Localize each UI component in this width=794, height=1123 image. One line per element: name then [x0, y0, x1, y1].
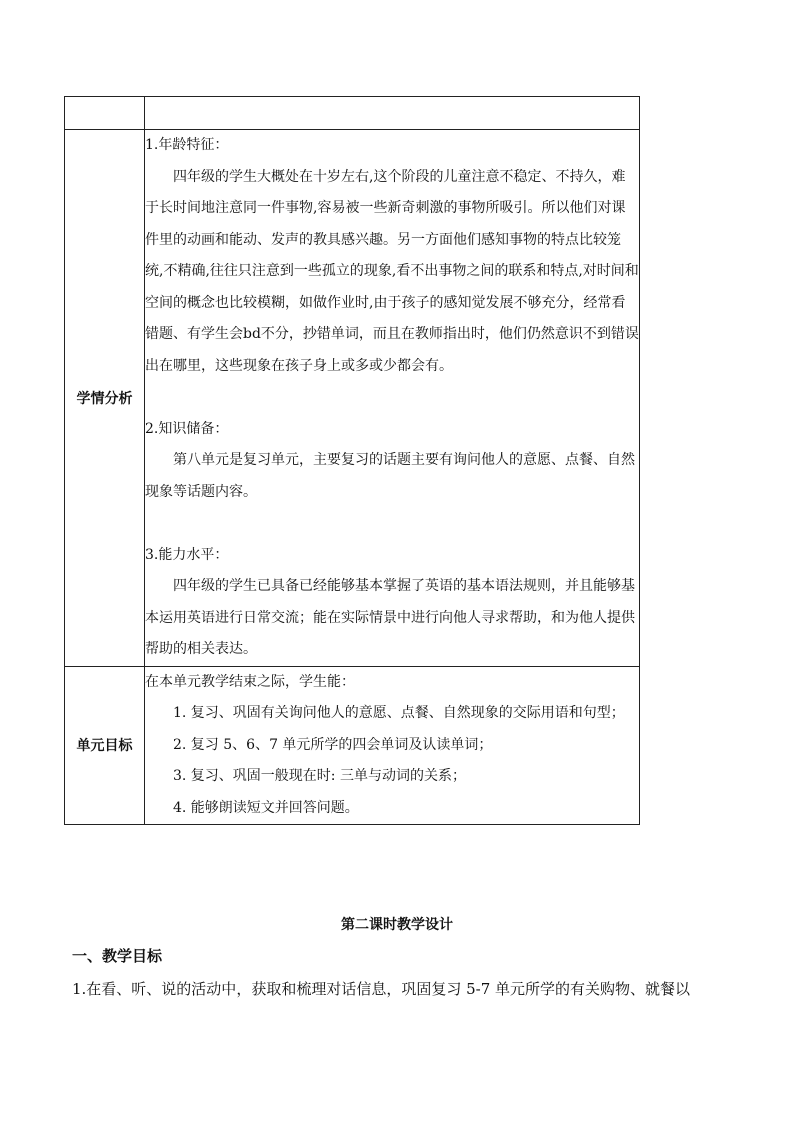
- goals-content: [145, 666, 640, 825]
- age-title: 1.年龄特征：: [145, 137, 229, 153]
- goal-item: 4. 能够朗读短文并回答问题。: [173, 799, 359, 816]
- knowledge-title: 2.知识储备：: [145, 420, 229, 437]
- ability-text: 四年级的学生已具备已经能够基本掌握了英语的基本语法规则，并且能够基本运用英语进行日常交流；能在实际情景中进行向他人寻求帮助，和为他人提供帮助的相关表达。: [145, 578, 635, 657]
- analysis-label: 学情分析: [65, 130, 145, 667]
- goal-item: 1. 复习、巩固有关询问他人的意愿、点餐、自然现象的交际用语和句型；: [173, 705, 625, 721]
- goals-row: [65, 666, 640, 825]
- empty-content-cell: [145, 97, 640, 130]
- analysis-content: [145, 130, 640, 667]
- info-table: [64, 96, 640, 825]
- teaching-goals-heading: 一、教学目标: [72, 947, 163, 965]
- goals-intro: 在本单元教学结束之际，学生能：: [145, 673, 355, 690]
- ability-title: 3.能力水平：: [145, 546, 229, 563]
- analysis-row: [65, 130, 640, 667]
- goal-item: 2. 复习 5、6、7 单元所学的四会单词及认读单词；: [173, 736, 493, 753]
- goals-label: 单元目标: [65, 666, 145, 825]
- table-header-row: [65, 97, 640, 130]
- empty-label-cell: [65, 97, 145, 130]
- goal-item: 3. 复习、巩固一般现在时: 三单与动词的关系；: [173, 768, 466, 784]
- knowledge-text: 第八单元是复习单元，主要复习的话题主要有询问他人的意愿、点餐、自然现象等话题内容。: [145, 452, 635, 500]
- section-title: 第二课时教学设计: [341, 917, 453, 933]
- age-text: 四年级的学生大概处在十岁左右,这个阶段的儿童注意不稳定、不持久，难于长时间地注意同一件事物,容易被一些新奇刺激的事物所吸引。所以他们对课件里的动画和能动、发声的教具感兴趣。另一方面他们感知事物的特点比较笼统,不精确,往往只注意到一些孤立的现象,看不出事物之间的联系和特点,对时间和空间的概念也比较模糊，如做作业时,由于孩子的感知觉发展不够充分，经常看错题、有学生会bd不分，抄错单词，而且在教师指出时，他们仍然意识不到错误出在哪里，这些现象在孩子身上或多或少都会有。: [145, 168, 639, 374]
- body-paragraph: 1.在看、听、说的活动中，获取和梳理对话信息，巩固复习 5-7 单元所学的有关购物、就餐以: [72, 980, 691, 998]
